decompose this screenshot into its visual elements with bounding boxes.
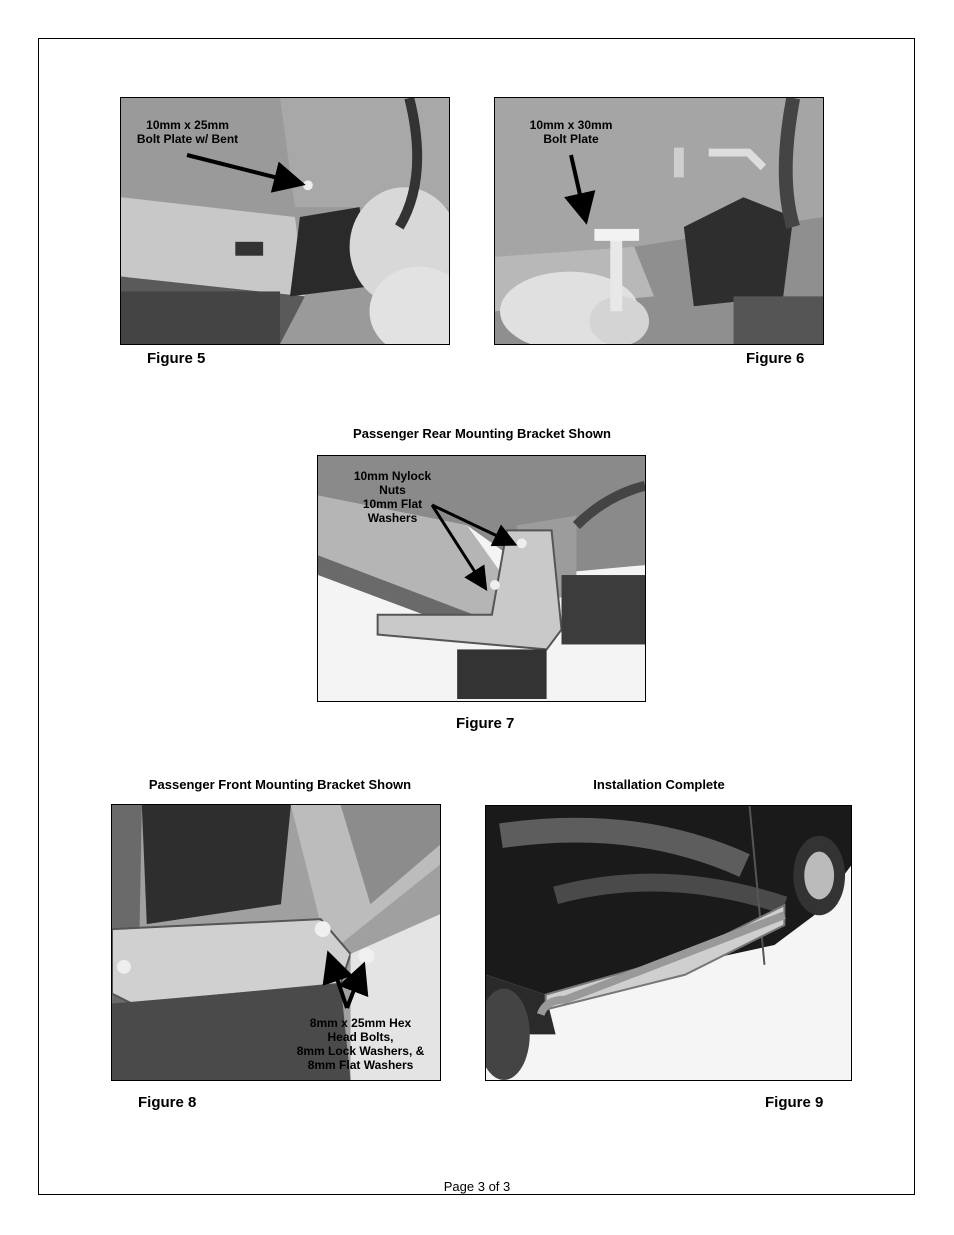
figure-6-callout: 10mm x 30mm Bolt Plate — [529, 118, 613, 146]
figure-9-label: Figure 9 — [765, 1094, 824, 1111]
figure-7-title: Passenger Rear Mounting Bracket Shown — [353, 426, 611, 441]
figure-5-label: Figure 5 — [147, 350, 206, 367]
figure-7-callout: 10mm Nylock Nuts 10mm Flat Washers — [353, 469, 432, 525]
figure-5-callout: 10mm x 25mm Bolt Plate w/ Bent — [136, 118, 239, 146]
figure-8-callout: 8mm x 25mm Hex Head Bolts, 8mm Lock Washers, & 8mm Flat Washers — [296, 1016, 425, 1072]
figure-9-title: Installation Complete — [593, 777, 725, 792]
figure-9-photo — [485, 805, 852, 1081]
figure-8-title: Passenger Front Mounting Bracket Shown — [148, 777, 412, 792]
page-number: Page 3 of 3 — [443, 1179, 511, 1194]
figure-7-label: Figure 7 — [456, 715, 515, 732]
figure-8-label: Figure 8 — [138, 1094, 197, 1111]
figure-6-label: Figure 6 — [746, 350, 805, 367]
